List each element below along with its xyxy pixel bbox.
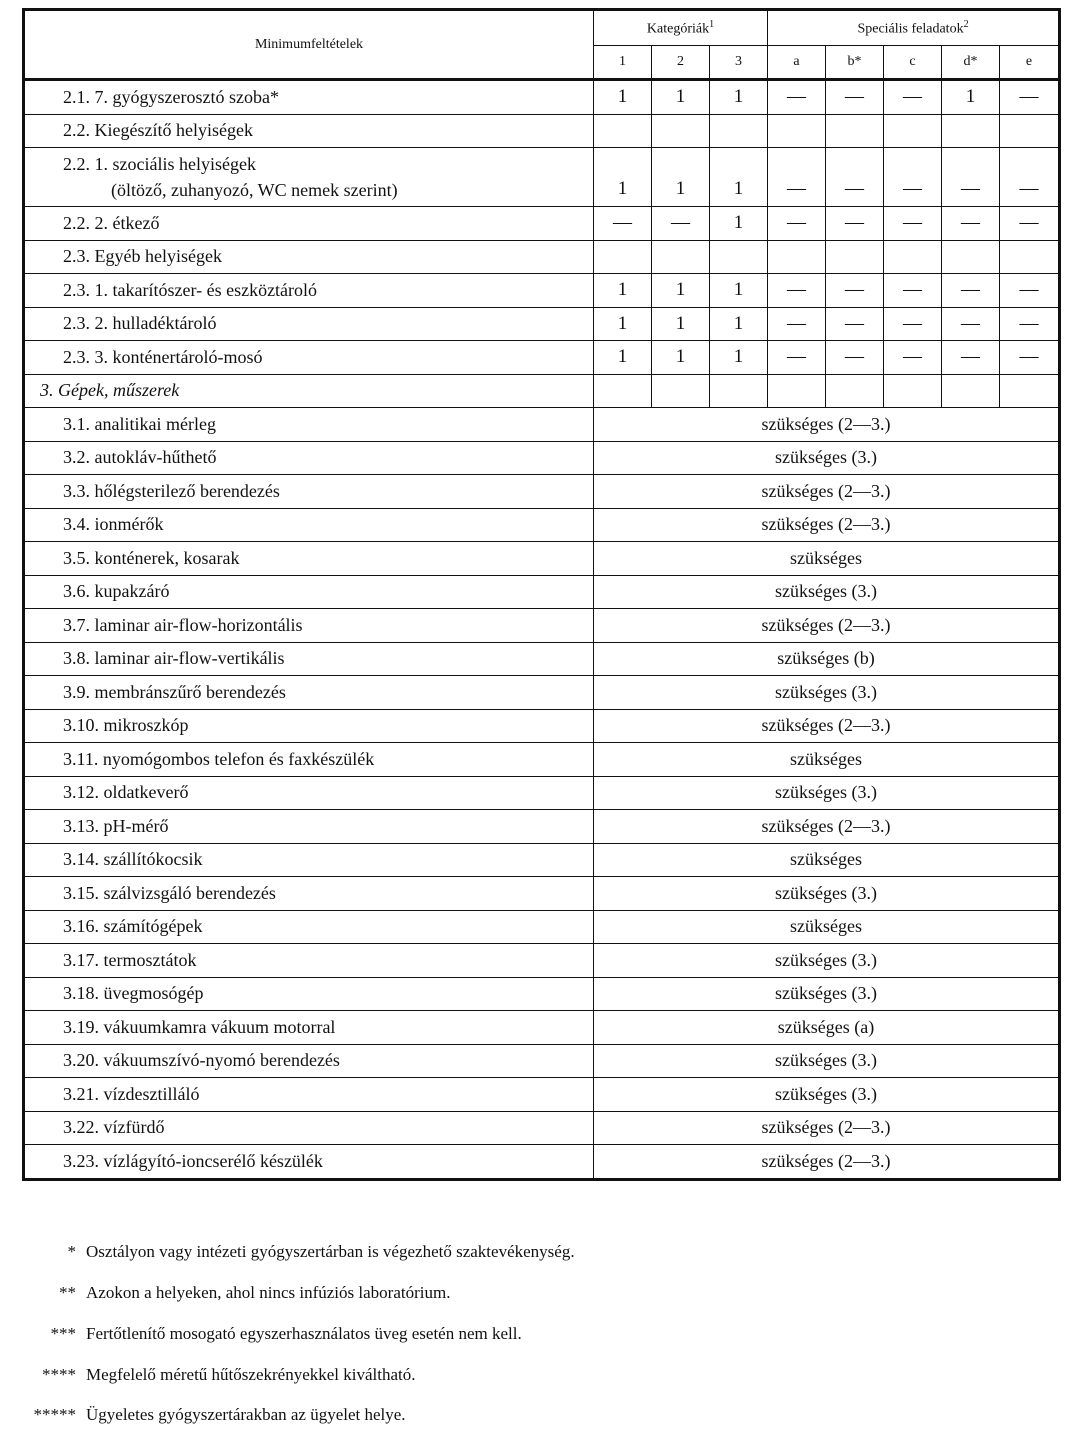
table-row: [24, 877, 1060, 911]
row-label: [24, 114, 594, 148]
value-cell: [652, 114, 710, 148]
value-cell: [710, 240, 768, 274]
equipment-label: 3.10. mikroszkóp: [24, 709, 594, 743]
value-cell: —: [768, 80, 826, 115]
value-cell: 1: [594, 307, 652, 341]
value-cell: —: [768, 207, 826, 241]
table-row: [24, 148, 1060, 207]
equipment-label: 3.18. üvegmosógép: [24, 977, 594, 1011]
equipment-requirement: szükséges (2—3.): [594, 408, 1060, 442]
table-row: [24, 408, 1060, 442]
row-label: [24, 240, 594, 274]
table-row: [24, 441, 1060, 475]
table-row: [24, 676, 1060, 710]
requirements-table: [22, 8, 1061, 1181]
value-cell: [942, 240, 1000, 274]
value-cell: 1: [942, 80, 1000, 115]
value-cell: 1: [652, 307, 710, 341]
value-cell: [826, 240, 884, 274]
table-row: [24, 609, 1060, 643]
value-cell: 1: [710, 274, 768, 308]
value-cell: —: [942, 207, 1000, 241]
table-row: [24, 743, 1060, 777]
value-cell: 1: [594, 341, 652, 375]
equipment-requirement: szükséges (a): [594, 1011, 1060, 1045]
value-cell: [826, 374, 884, 408]
special-tasks-header: [768, 10, 1060, 46]
equipment-requirement: szükséges: [594, 843, 1060, 877]
minimum-conditions-header: [24, 10, 594, 80]
value-cell: 1: [710, 148, 768, 207]
equipment-requirement: szükséges (2—3.): [594, 609, 1060, 643]
footnote-mark: *****: [33, 1405, 76, 1424]
equipment-label: 3.8. laminar air-flow-vertikális: [24, 642, 594, 676]
footnote-mark: ***: [50, 1324, 76, 1343]
equipment-requirement: szükséges (3.): [594, 676, 1060, 710]
value-cell: —: [1000, 307, 1060, 341]
value-cell: 1: [652, 80, 710, 115]
equipment-requirement: szükséges (2—3.): [594, 1145, 1060, 1180]
value-cell: [652, 374, 710, 408]
footnote-mark: ****: [42, 1365, 76, 1384]
value-cell: —: [942, 341, 1000, 375]
table-header: [24, 10, 1060, 80]
footnote: [0, 1242, 575, 1262]
value-cell: [1000, 374, 1060, 408]
value-cell: 1: [710, 207, 768, 241]
value-cell: [942, 114, 1000, 148]
row-label: [24, 148, 594, 207]
footnote: [0, 1283, 450, 1303]
value-cell: —: [884, 80, 942, 115]
value-cell: —: [826, 80, 884, 115]
equipment-requirement: szükséges (3.): [594, 1044, 1060, 1078]
equipment-requirement: szükséges (3.): [594, 776, 1060, 810]
equipment-label: 3.3. hőlégsterilező berendezés: [24, 475, 594, 509]
value-cell: 1: [652, 148, 710, 207]
row-label: [24, 341, 594, 375]
value-cell: —: [768, 307, 826, 341]
equipment-requirement: szükséges: [594, 743, 1060, 777]
value-cell: 1: [652, 341, 710, 375]
equipment-label: 3.20. vákuumszívó-nyomó berendezés: [24, 1044, 594, 1078]
equipment-label: 3.5. konténerek, kosarak: [24, 542, 594, 576]
table-row: [24, 508, 1060, 542]
value-cell: 1: [710, 307, 768, 341]
equipment-label: 3.23. vízlágyító-ioncserélő készülék: [24, 1145, 594, 1180]
table-row: [24, 374, 1060, 408]
equipment-label: 3.17. termosztátok: [24, 944, 594, 978]
value-cell: —: [942, 307, 1000, 341]
equipment-requirement: szükséges (3.): [594, 575, 1060, 609]
footnote: [0, 1405, 406, 1425]
table-row: [24, 642, 1060, 676]
equipment-requirement: szükséges (2—3.): [594, 475, 1060, 509]
equipment-label: 3.2. autokláv-hűthető: [24, 441, 594, 475]
table-row: [24, 1044, 1060, 1078]
value-cell: —: [884, 341, 942, 375]
table-row: [24, 542, 1060, 576]
equipment-label: 3.6. kupakzáró: [24, 575, 594, 609]
table-row: [24, 475, 1060, 509]
value-cell: [1000, 240, 1060, 274]
table-row: [24, 910, 1060, 944]
table-row: [24, 114, 1060, 148]
room-requirements-body: [24, 80, 1060, 408]
value-cell: —: [768, 341, 826, 375]
value-cell: —: [942, 274, 1000, 308]
value-cell: —: [652, 207, 710, 241]
equipment-label: 3.19. vákuumkamra vákuum motorral: [24, 1011, 594, 1045]
equipment-requirements-body: [24, 408, 1060, 1180]
categories-header: [594, 10, 768, 46]
table-row: [24, 274, 1060, 308]
table-row: [24, 843, 1060, 877]
value-cell: —: [826, 148, 884, 207]
category-col-1: 1: [594, 46, 652, 80]
categories-footnote-ref: 1: [709, 18, 715, 30]
equipment-label: 3.22. vízfürdő: [24, 1111, 594, 1145]
value-cell: [710, 374, 768, 408]
value-cell: [884, 374, 942, 408]
special-col-3: c: [884, 46, 942, 80]
equipment-requirement: szükséges (b): [594, 642, 1060, 676]
value-cell: [768, 240, 826, 274]
row-label: [24, 207, 594, 241]
value-cell: [826, 114, 884, 148]
row-label-text: 2.3. Egyéb helyiségek: [63, 246, 222, 267]
equipment-label: 3.4. ionmérők: [24, 508, 594, 542]
value-cell: —: [826, 341, 884, 375]
table-row: [24, 709, 1060, 743]
category-col-2: 2: [652, 46, 710, 80]
footnote-text: Fertőtlenítő mosogató egyszerhasználatos üveg esetén nem kell.: [86, 1324, 522, 1343]
equipment-label: 3.13. pH-mérő: [24, 810, 594, 844]
equipment-label: 3.15. szálvizsgáló berendezés: [24, 877, 594, 911]
table-row: [24, 80, 1060, 115]
row-label-text: 2.3. 3. konténertároló-mosó: [63, 346, 263, 367]
value-cell: —: [884, 307, 942, 341]
equipment-requirement: szükséges (2—3.): [594, 709, 1060, 743]
value-cell: —: [768, 148, 826, 207]
value-cell: [594, 374, 652, 408]
footnote-text: Osztályon vagy intézeti gyógyszertárban is végezhető szaktevékenység.: [86, 1242, 575, 1261]
table-row: [24, 1145, 1060, 1180]
categories-label: Kategóriák: [646, 21, 710, 37]
value-cell: 1: [594, 148, 652, 207]
value-cell: —: [942, 148, 1000, 207]
value-cell: —: [1000, 207, 1060, 241]
row-label-text: 2.1. 7. gyógyszerosztó szoba*: [63, 86, 279, 107]
equipment-label: 3.14. szállítókocsik: [24, 843, 594, 877]
special-tasks-label: Speciális feladatok: [857, 21, 964, 37]
equipment-label: 3.21. vízdesztilláló: [24, 1078, 594, 1112]
value-cell: —: [768, 274, 826, 308]
value-cell: —: [1000, 148, 1060, 207]
special-col-2: b*: [826, 46, 884, 80]
table-row: [24, 575, 1060, 609]
value-cell: —: [826, 307, 884, 341]
row-label-continuation: (öltöző, zuhanyozó, WC nemek szerint): [111, 180, 398, 200]
table-row: [24, 977, 1060, 1011]
table-row: [24, 1011, 1060, 1045]
minimum-conditions-label: Minimumfeltételek: [254, 36, 364, 52]
equipment-label: 3.12. oldatkeverő: [24, 776, 594, 810]
footnote: [0, 1365, 416, 1385]
table-row: [24, 307, 1060, 341]
table-row: [24, 810, 1060, 844]
value-cell: [652, 240, 710, 274]
table-row: [24, 776, 1060, 810]
equipment-requirement: szükséges (2—3.): [594, 1111, 1060, 1145]
equipment-label: 3.9. membránszűrő berendezés: [24, 676, 594, 710]
footnote-text: Ügyeletes gyógyszertárakban az ügyelet helye.: [86, 1405, 406, 1424]
equipment-label: 3.1. analitikai mérleg: [24, 408, 594, 442]
value-cell: 1: [594, 274, 652, 308]
value-cell: [768, 114, 826, 148]
category-col-3: 3: [710, 46, 768, 80]
row-label: [24, 80, 594, 115]
value-cell: 1: [710, 80, 768, 115]
value-cell: 1: [594, 80, 652, 115]
special-col-4: d*: [942, 46, 1000, 80]
row-label-text: 2.3. 2. hulladéktároló: [63, 313, 217, 334]
equipment-requirement: szükséges (3.): [594, 441, 1060, 475]
value-cell: —: [884, 274, 942, 308]
row-label-text: 2.2. 2. étkező: [63, 212, 160, 233]
row-label: [24, 307, 594, 341]
equipment-requirement: szükséges: [594, 542, 1060, 576]
table-row: [24, 944, 1060, 978]
value-cell: —: [1000, 80, 1060, 115]
footnote: [0, 1324, 522, 1344]
value-cell: —: [884, 207, 942, 241]
equipment-requirement: szükséges (3.): [594, 977, 1060, 1011]
value-cell: —: [884, 148, 942, 207]
row-label-text: 2.3. 1. takarítószer- és eszköztároló: [63, 279, 318, 300]
row-label: [24, 374, 594, 408]
value-cell: [710, 114, 768, 148]
equipment-requirement: szükséges (2—3.): [594, 508, 1060, 542]
requirements-table-wrapper: [22, 8, 1058, 1181]
footnote-mark: *: [67, 1242, 76, 1261]
table-row: [24, 1078, 1060, 1112]
value-cell: [768, 374, 826, 408]
equipment-requirement: szükséges: [594, 910, 1060, 944]
value-cell: [594, 240, 652, 274]
row-label-text: 3. Gépek, műszerek: [40, 380, 180, 401]
value-cell: [884, 114, 942, 148]
table-row: [24, 341, 1060, 375]
equipment-label: 3.7. laminar air-flow-horizontális: [24, 609, 594, 643]
value-cell: [1000, 114, 1060, 148]
table-row: [24, 207, 1060, 241]
value-cell: —: [1000, 274, 1060, 308]
equipment-requirement: szükséges (3.): [594, 944, 1060, 978]
equipment-requirement: szükséges (3.): [594, 1078, 1060, 1112]
equipment-label: 3.16. számítógépek: [24, 910, 594, 944]
special-tasks-footnote-ref: 2: [963, 18, 969, 30]
value-cell: —: [594, 207, 652, 241]
row-label-text: 2.2. Kiegészítő helyiségek: [63, 120, 253, 141]
value-cell: [942, 374, 1000, 408]
value-cell: —: [826, 207, 884, 241]
value-cell: [884, 240, 942, 274]
equipment-requirement: szükséges (3.): [594, 877, 1060, 911]
equipment-label: 3.11. nyomógombos telefon és faxkészülék: [24, 743, 594, 777]
footnote-mark: **: [59, 1283, 76, 1302]
value-cell: 1: [710, 341, 768, 375]
special-col-1: a: [768, 46, 826, 80]
special-col-5: e: [1000, 46, 1060, 80]
value-cell: 1: [652, 274, 710, 308]
value-cell: [594, 114, 652, 148]
table-row: [24, 1111, 1060, 1145]
table-row: [24, 240, 1060, 274]
equipment-requirement: szükséges (2—3.): [594, 810, 1060, 844]
footnote-text: Megfelelő méretű hűtőszekrényekkel kiváltható.: [86, 1365, 416, 1384]
row-label: [24, 274, 594, 308]
value-cell: —: [826, 274, 884, 308]
footnote-text: Azokon a helyeken, ahol nincs infúziós laboratórium.: [86, 1283, 451, 1302]
value-cell: —: [1000, 341, 1060, 375]
row-label-text: 2.2. 1. szociális helyiségek: [63, 154, 256, 174]
